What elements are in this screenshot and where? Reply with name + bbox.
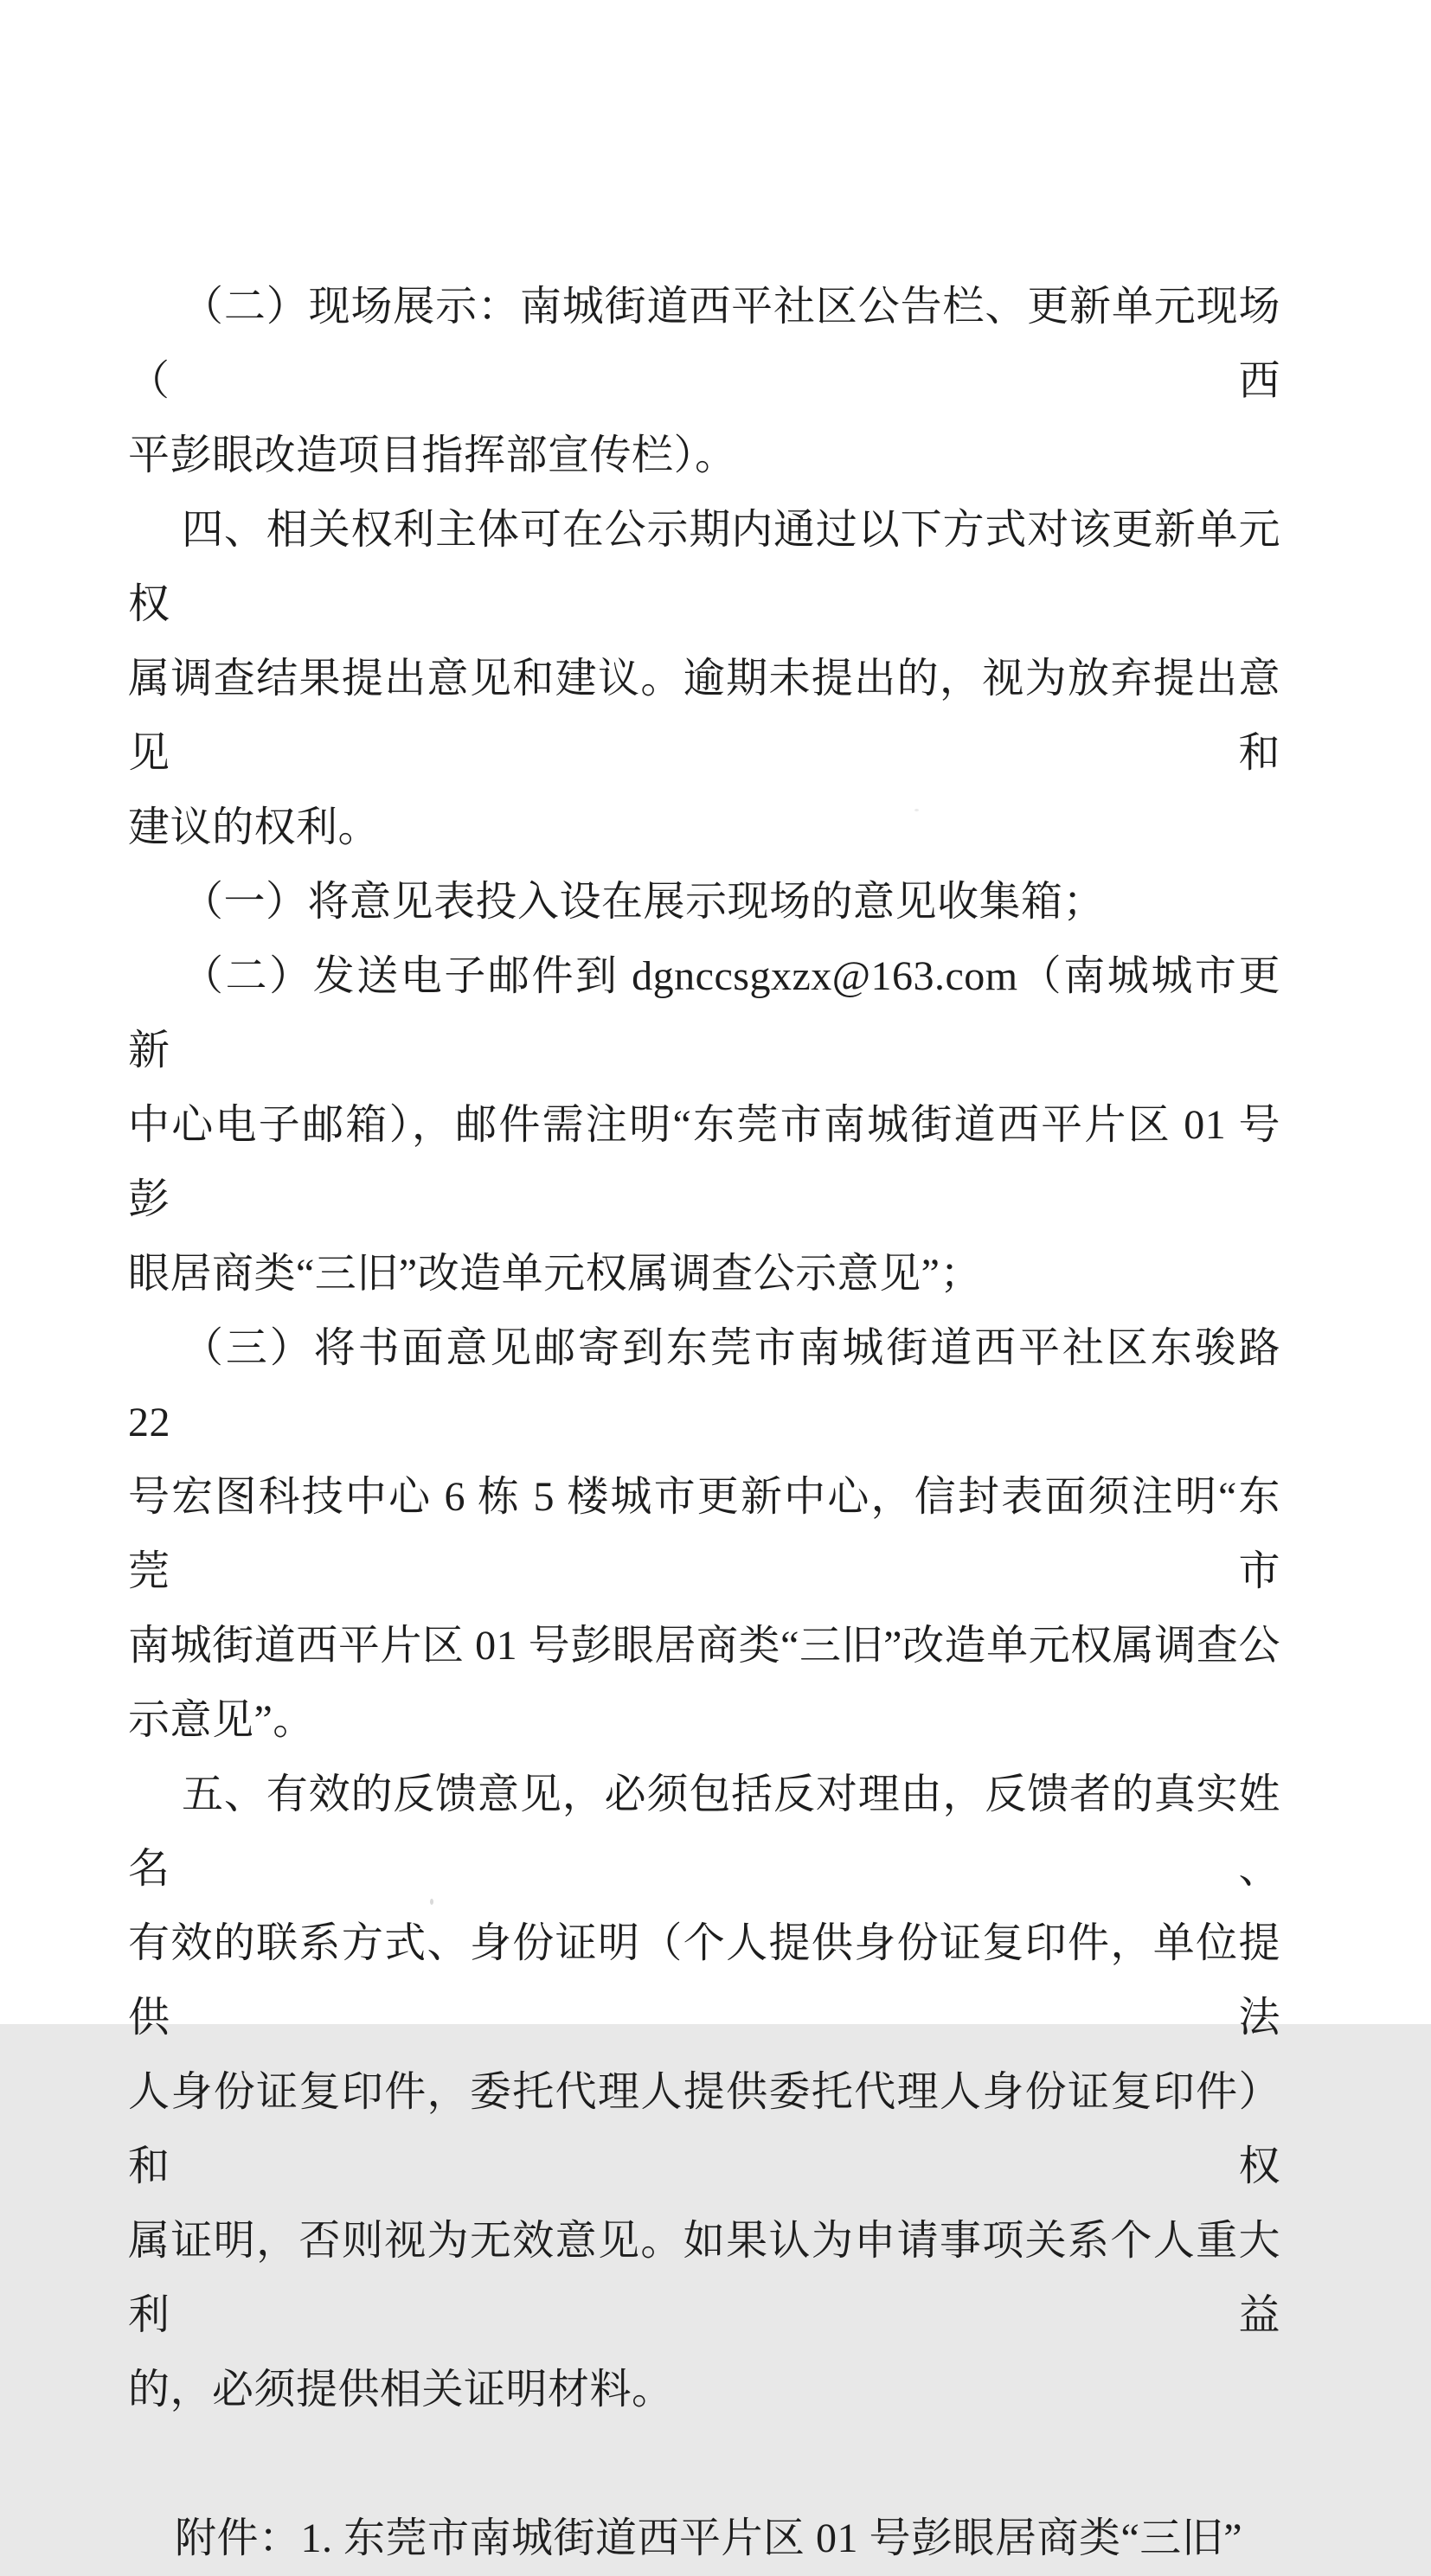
text-line: 五、有效的反馈意见，必须包括反对理由，反馈者的真实姓名、 (128, 1772, 1280, 1892)
text-line: 号宏图科技中心 6 栋 5 楼城市更新中心，信封表面须注明“东莞市 (128, 1474, 1280, 1594)
text-line: （一）将意见表投入设在展示现场的意见收集箱； (182, 879, 1106, 925)
text-line: 四、相关权利主体可在公示期内通过以下方式对该更新单元权 (128, 507, 1280, 627)
text-line: 人身份证复印件，委托代理人提供委托代理人身份证复印件）和权 (128, 2069, 1280, 2189)
scan-speck (914, 809, 919, 811)
text-line: 中心电子邮箱），邮件需注明“东莞市南城街道西平片区 01 号彭 (128, 1102, 1280, 1222)
text-line: 眼居商类“三旧”改造单元权属调查公示意见”； (128, 1251, 982, 1297)
text-line: 示意见”。 (128, 1697, 315, 1743)
text-line: （三）将书面意见邮寄到东莞市南城街道西平社区东骏路 22 (128, 1325, 1280, 1445)
text-line: 建议的权利。 (128, 804, 381, 850)
text-line: （二）现场展示：南城街道西平社区公告栏、更新单元现场（西 (128, 284, 1280, 404)
text-line: 属调查结果提出意见和建议。逾期未提出的，视为放弃提出意见和 (128, 656, 1280, 776)
attachment-line: 附件：1. 东莞市南城街道西平片区 01 号彭眼居商类“三旧” (175, 2515, 1243, 2561)
text-line: 平彭眼改造项目指挥部宣传栏）。 (128, 433, 737, 478)
text-line: （二）发送电子邮件到 dgnccsgxzx@163.com（南城城市更新 (128, 953, 1280, 1073)
scan-speck (430, 1899, 433, 1905)
text-line: 南城街道西平片区 01 号彭眼居商类“三旧”改造单元权属调查公 (128, 1623, 1280, 1669)
text-line: 的，必须提供相关证明材料。 (128, 2367, 674, 2413)
text-line: 有效的联系方式、身份证明（个人提供身份证复印件，单位提供法 (128, 1920, 1280, 2041)
text-line: 属证明，否则视为无效意见。如果认为申请事项关系个人重大利益 (128, 2218, 1280, 2338)
document-body (128, 270, 1280, 2576)
